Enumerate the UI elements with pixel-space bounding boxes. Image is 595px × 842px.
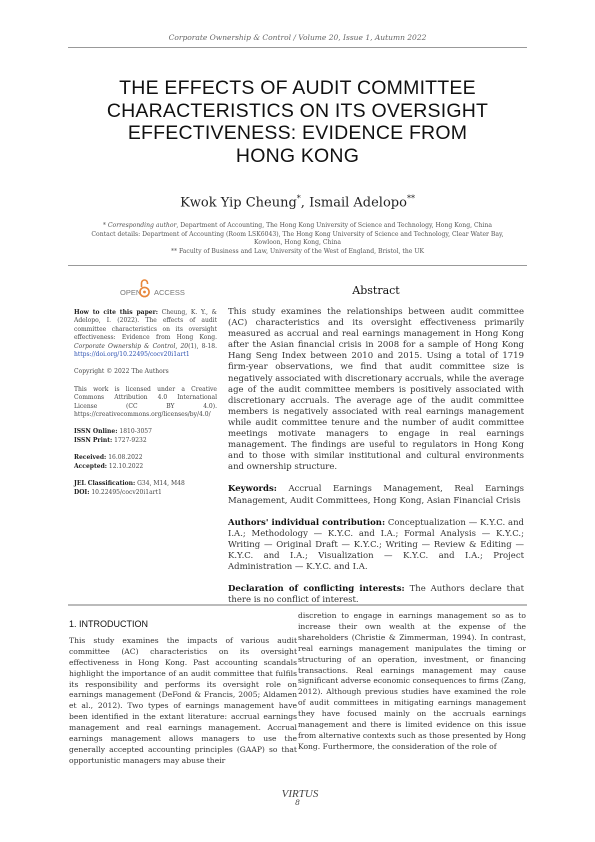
section-divider xyxy=(68,604,527,606)
title-line: THE EFFECTS OF AUDIT COMMITTEE xyxy=(119,77,476,99)
affiliations xyxy=(80,222,515,256)
open-access-right: ACCESS xyxy=(154,288,185,297)
affil-mark: * xyxy=(102,222,108,229)
doi-link[interactable]: https://doi.org/10.22495/cocv20i1art1 xyxy=(74,351,190,359)
journal-header: Corporate Ownership & Control / Volume 20, Issue 1, Autumn 2022 xyxy=(168,33,427,42)
affil-text: ** Faculty of Business and Law, University of the West of England, Bristol, the UK xyxy=(170,247,425,255)
affiliation-rule xyxy=(68,265,527,266)
abstract xyxy=(228,307,524,617)
section-heading: 1. INTRODUCTION xyxy=(69,619,149,629)
affil-text: , Department of Accounting, The Hong Kong University of Science and Technology, Hong Kong, China xyxy=(176,222,493,229)
affil-text: Contact details: Department of Accounting (Room LSK6043), The Hong Kong University of Science and Technology, Clear Water Bay, xyxy=(91,230,504,238)
open-lock-icon xyxy=(139,278,150,298)
author-name: Kwok Yip Cheung xyxy=(180,195,297,211)
virtus-logo: VIRTUS xyxy=(281,788,319,800)
open-access-left: OPEN xyxy=(120,288,142,297)
title-line: CHARACTERISTICS ON ITS OVERSIGHT xyxy=(106,99,489,122)
corresponding-label: Corresponding author xyxy=(107,222,177,229)
title-line: HONG KONG xyxy=(235,144,360,167)
body-column-right xyxy=(298,611,526,753)
header-rule xyxy=(68,47,527,48)
affil-text: Kowloon, Hong Kong, China xyxy=(254,239,341,247)
license-text: This work is licensed under a Creative Commons Attribution 4.0 International License (CC BY 4.0). https://creativecommons.org/licenses/by/4.0/ xyxy=(74,385,217,419)
conflict-declaration: Declaration of conflicting interests: The Authors declare that there is no conflict of interest. xyxy=(228,584,524,606)
classification-block: JEL Classification: G34, M14, M48 DOI: 10.22495/cocv20i1art1 xyxy=(74,480,185,496)
copyright: Copyright © 2022 The Authors xyxy=(74,368,169,376)
body-text: discretion to engage in earnings management so as to increase their own wealth at the expense of the shareholders (Christie & Zimmerman, 1994). In contrast, real earnings management manipulates the timing or structuring of an operation, investment, or financing transactions. Real earnings management may cause significant adverse economic consequences to firms (Zang, 2012). Although previous studies have examined the role of audit committees in mitigating earnings management they have focused mainly on the accruals earnings management and there is limited evidence on this issue from alternative contexts such as those presented by Hong Kong. Furthermore, the consideration of the role of xyxy=(298,611,526,751)
body-text: This study examines the impacts of various audit committee (AC) characteristics on its oversight effectiveness in Hong Kong. Past accounting scandals highlight the importance of an audit committee that fulfils its responsibility and performs its oversight role on earnings management (DeFond & Francis, 2005; Aldamen et al., 2012). Two types of earnings management have been identified in the extant literature: accrual earnings management and real earnings management. Accrual earnings management allows managers to use the generally accepted accounting principles (GAAP) so that opportunistic managers may abuse their xyxy=(69,635,297,765)
body-column-left xyxy=(69,619,297,767)
author-separator: , xyxy=(300,195,310,211)
page-number: 8 xyxy=(295,798,300,807)
article-info-sidebar xyxy=(74,309,217,506)
author-name: Ismail Adelopo xyxy=(309,195,407,211)
paper-title xyxy=(60,77,535,167)
authors xyxy=(0,194,595,210)
title-line: EFFECTIVENESS: EVIDENCE FROM xyxy=(127,122,468,144)
keywords: Keywords: Accrual Earnings Management, Real Earnings Management, Audit Committees, Hong Kong, Asian Financial Crisis xyxy=(228,484,524,506)
author-mark: ** xyxy=(406,194,415,203)
abstract-heading: Abstract xyxy=(352,284,400,297)
author-contributions: Authors' individual contribution: Conceptualization — K.Y.C. and I.A.; Methodology — K.Y.C. and I.A.; Formal Analysis — K.Y.C.; Writing — Original Draft — K.Y.C.; Writing — Review & Editing — K.Y.C. and I.A.; Visualization — K.Y.C. and I.A.; Project Administration — K.Y.C. and I.A. xyxy=(228,517,524,572)
citation: How to cite this paper: Cheung, K. Y., & Adelopo, I. (2022). The effects of audit committee characteristics on its oversight effectiveness: Evidence from Hong Kong. Corporate Ownership & Control, 20(1), 8-18. https://doi.org/10.22495/cocv20i1art1 xyxy=(74,309,217,359)
author-mark: * xyxy=(296,194,301,203)
dates-block: Received: 16.08.2022 Accepted: 12.10.2022 xyxy=(74,454,144,470)
issn-block: ISSN Online: 1810-3057 ISSN Print: 1727-9232 xyxy=(74,428,152,444)
abstract-text: This study examines the relationships between audit committee (AC) characteristics and its oversight effectiveness primarily measured as accrual and real earnings management in Hong Kong after the Asian financial crisis in 2008 for a sample of Hong Kong Hang Seng Index between 2010 and 2015. Using a total of 1719 firm-year observations, we find that audit committee size is negatively associated with discretionary accruals, while the average age of the audit committee members is positively associated with discretionary accruals. The average age of the audit committee members is negatively associated with real earnings management while audit committee tenure and the number of audit committee meetings motivate managers to engage in real earnings management. The findings are useful to regulators in Hong Kong and to those with similar institutional and cultural environments and ownership structure. xyxy=(228,307,524,473)
